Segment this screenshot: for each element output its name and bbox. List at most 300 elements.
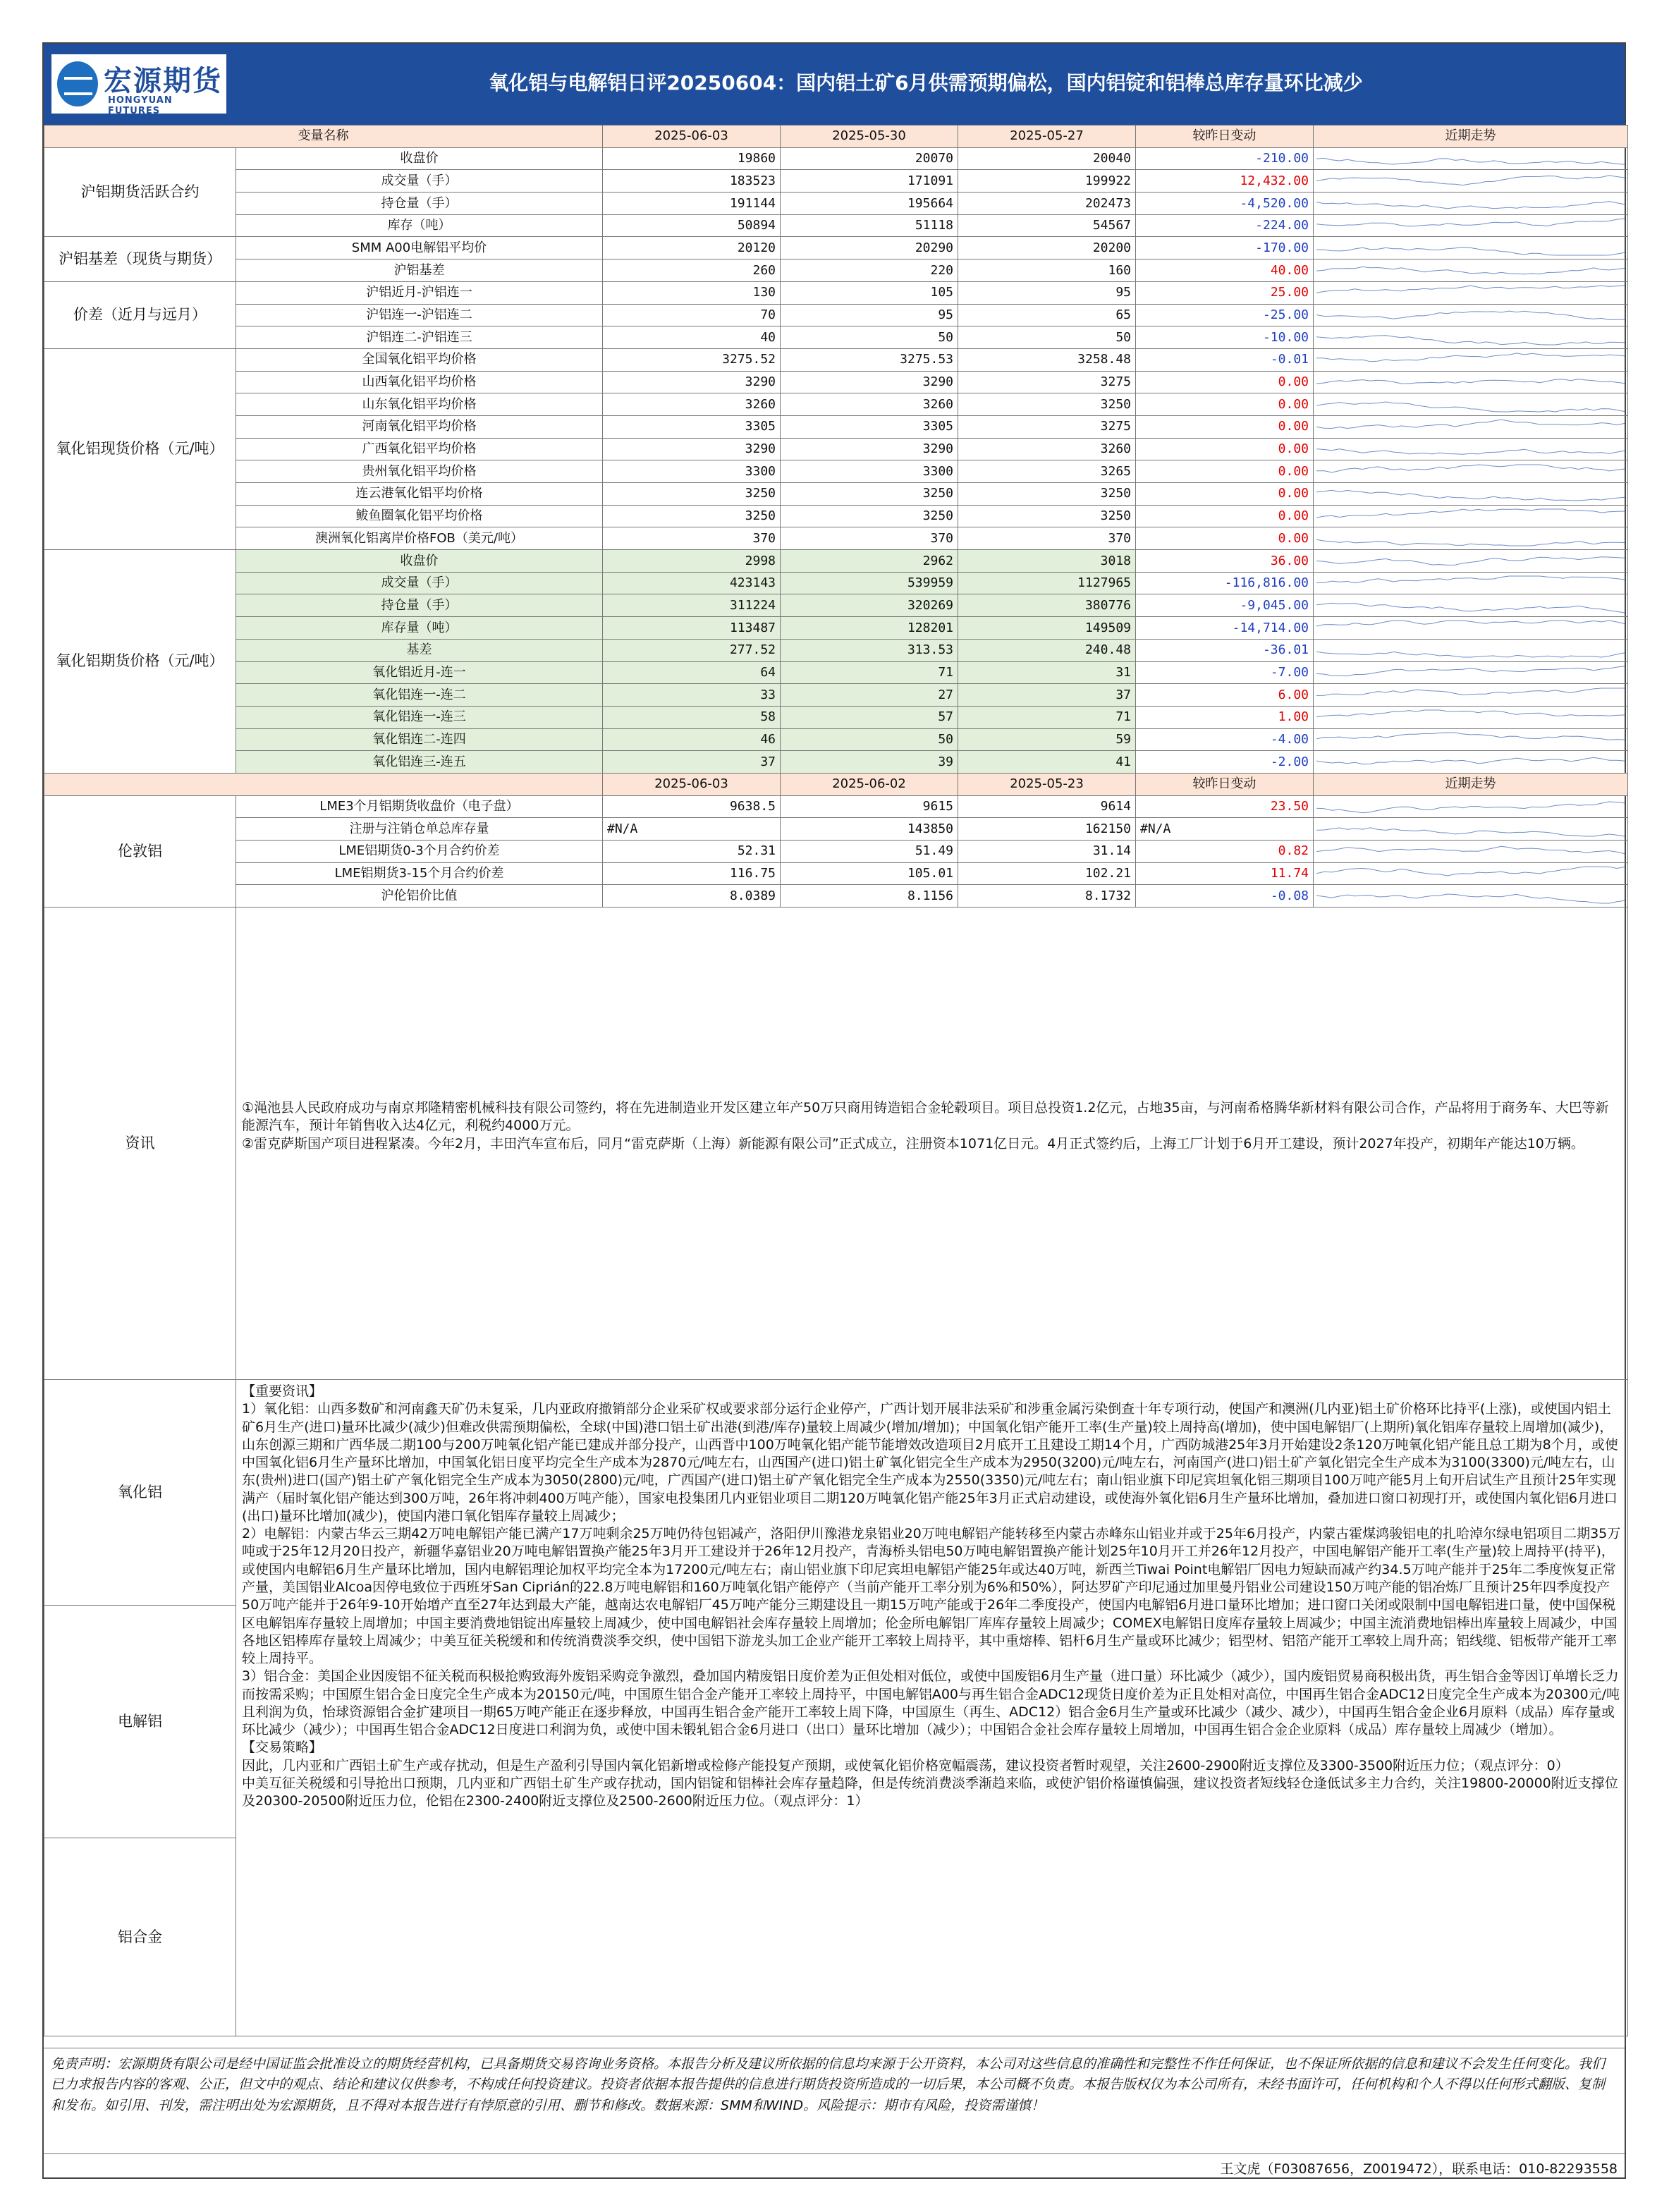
value-cell: 102.21 xyxy=(958,862,1136,885)
trend-sparkline xyxy=(1316,842,1625,860)
trend-sparkline xyxy=(1316,440,1625,458)
trend-cell xyxy=(1314,193,1628,215)
trend-sparkline xyxy=(1316,172,1625,190)
variable-name: 连云港氧化铝平均价格 xyxy=(236,483,603,506)
value-cell: 370 xyxy=(781,527,958,550)
analysis-paragraph: 中美互征关税缓和引导抢出口预期，几内亚和广西铝土矿生产或存扰动，国内铝锭和铝棒社会库存量趋降，但是传统消费淡季渐趋来临，或使沪铝价格谨慎偏强，建议投资者短线轻仓逢低试多主力合约，关注19800-20000附近支撑位及20300-20500附近压力位，伦铝在2300-2400附近支撑位及2500-2600附近压力位。（观点评分：1） xyxy=(242,1775,1618,1809)
trend-cell xyxy=(1314,147,1628,170)
change-cell: 23.50 xyxy=(1136,795,1314,818)
value-cell: 105 xyxy=(781,281,958,304)
trend-cell xyxy=(1314,460,1628,483)
value-cell: 3250 xyxy=(958,393,1136,416)
variable-name: SMM A00电解铝平均价 xyxy=(236,237,603,259)
group-label: 沪铝期货活跃合约 xyxy=(44,147,236,237)
variable-name: 沪铝基差 xyxy=(236,259,603,282)
table-row xyxy=(44,617,1628,640)
trend-cell xyxy=(1314,818,1628,841)
table-row xyxy=(44,460,1628,483)
value-cell: 50 xyxy=(781,326,958,349)
trend-sparkline xyxy=(1316,396,1625,414)
trend-cell xyxy=(1314,661,1628,684)
disclaimer-text: 免责声明：宏源期货有限公司是经中国证监会批准设立的期货经营机构，已具备期货交易咨询业务资格。本报告分析及建议所依据的信息均来源于公开资料，本公司对这些信息的准确性和完整性不作任何保证，也不保证所依据的信息和建议不会发生任何变化。我们已力求报告内容的客观、公正，但文中的观点、结论和建议仅供参考，不构成任何投资建议。投资者依据本报告提供的信息进行期货投资所造成的一切后果，本公司概不负责。本报告版权仅为本公司所有，未经书面许可，任何机构和个人不得以任何形式翻版、复制和发布。如引用、刊发，需注明出处为宏源期货，且不得对本报告进行有悖原意的引用、删节和修改。数据来源：SMM和WIND。风险提示：期市有风险，投资需谨慎！ xyxy=(44,2048,1625,2154)
change-cell: -4.00 xyxy=(1136,728,1314,751)
analysis-row xyxy=(44,1380,1628,2036)
value-cell: 320269 xyxy=(781,594,958,617)
trend-sparkline xyxy=(1316,618,1625,637)
value-cell: 313.53 xyxy=(781,639,958,661)
trend-cell xyxy=(1314,259,1628,282)
value-cell: 33 xyxy=(603,684,781,707)
trend-cell xyxy=(1314,841,1628,863)
variable-name: 持仓量（手） xyxy=(236,594,603,617)
trend-cell xyxy=(1314,706,1628,728)
trend-cell xyxy=(1314,237,1628,259)
group-label: 沪铝基差（现货与期货） xyxy=(44,237,236,281)
table-row xyxy=(44,393,1628,416)
report-title: 氧化铝与电解铝日评20250604：国内铝土矿6月供需预期偏松，国内铝锭和铝棒总库存量环比减少 xyxy=(489,71,1363,94)
analysis-paragraph: 因此，几内亚和广西铝土矿生产或存扰动，但是生产盈利引导国内氧化铝新增或检修产能投复产预期，或使氧化铝价格宽幅震荡，建议投资者暂时观望，关注2600-2900附近支撑位及3300-3500附近压力位；（观点评分：0） xyxy=(242,1757,1569,1773)
variable-name: 澳洲氧化铝离岸价格FOB（美元/吨） xyxy=(236,527,603,550)
table-row xyxy=(44,371,1628,393)
value-cell: 116.75 xyxy=(603,862,781,885)
value-cell: 3265 xyxy=(958,460,1136,483)
table-row xyxy=(44,415,1628,438)
value-cell: 37 xyxy=(603,751,781,774)
value-cell: 3260 xyxy=(603,393,781,416)
change-cell: -10.00 xyxy=(1136,326,1314,349)
value-cell: 3275 xyxy=(958,415,1136,438)
info-label: 资讯 xyxy=(44,908,236,1380)
info-row xyxy=(44,908,1628,1380)
value-cell: 3250 xyxy=(603,505,781,527)
variable-name: 沪伦铝价比值 xyxy=(236,885,603,908)
value-cell: 8.1156 xyxy=(781,885,958,908)
value-cell: 3250 xyxy=(781,505,958,527)
trend-sparkline xyxy=(1316,283,1625,302)
table-row xyxy=(44,639,1628,661)
variable-name: 氧化铝连二-连四 xyxy=(236,728,603,751)
variable-name: 收盘价 xyxy=(236,147,603,170)
value-cell: 95 xyxy=(781,304,958,326)
value-cell: 41 xyxy=(958,751,1136,774)
col-header-blank xyxy=(44,773,603,795)
value-cell: 40 xyxy=(603,326,781,349)
table-row xyxy=(44,438,1628,460)
value-cell: 64 xyxy=(603,661,781,684)
trend-sparkline xyxy=(1316,798,1625,816)
value-cell: 9614 xyxy=(958,795,1136,818)
value-cell: 162150 xyxy=(958,818,1136,841)
value-cell: 51.49 xyxy=(781,841,958,863)
value-cell: 3300 xyxy=(603,460,781,483)
value-cell: 128201 xyxy=(781,617,958,640)
info-content xyxy=(236,908,1628,1380)
table-row xyxy=(44,147,1628,170)
change-cell: -9,045.00 xyxy=(1136,594,1314,617)
change-cell: -14,714.00 xyxy=(1136,617,1314,640)
report-header xyxy=(44,44,1625,125)
value-cell: 3260 xyxy=(781,393,958,416)
col-header: 2025-05-27 xyxy=(958,126,1136,148)
variable-name: 注册与注销仓单总库存量 xyxy=(236,818,603,841)
logo-text-cn: 宏源期货 xyxy=(104,65,222,97)
trend-sparkline xyxy=(1316,484,1625,503)
change-cell: 0.00 xyxy=(1136,371,1314,393)
trend-sparkline xyxy=(1316,686,1625,704)
value-cell: 20040 xyxy=(958,147,1136,170)
value-cell: 539959 xyxy=(781,572,958,594)
logo-text-en: HONGYUAN FUTURES xyxy=(108,95,173,116)
change-cell: 11.74 xyxy=(1136,862,1314,885)
value-cell: 3275.53 xyxy=(781,348,958,371)
variable-name: 成交量（手） xyxy=(236,170,603,193)
value-cell: 39 xyxy=(781,751,958,774)
trend-cell xyxy=(1314,304,1628,326)
trend-sparkline xyxy=(1316,708,1625,726)
change-cell: 0.00 xyxy=(1136,415,1314,438)
change-cell: 0.00 xyxy=(1136,527,1314,550)
value-cell: 54567 xyxy=(958,214,1136,237)
value-cell: 370 xyxy=(958,527,1136,550)
change-cell: 0.00 xyxy=(1136,483,1314,506)
trend-sparkline xyxy=(1316,306,1625,324)
value-cell: 95 xyxy=(958,281,1136,304)
table-row xyxy=(44,505,1628,527)
trend-sparkline xyxy=(1316,820,1625,838)
table-row xyxy=(44,304,1628,326)
value-cell: 20120 xyxy=(603,237,781,259)
variable-name: 收盘价 xyxy=(236,550,603,573)
value-cell: 3258.48 xyxy=(958,348,1136,371)
change-cell: 0.00 xyxy=(1136,393,1314,416)
table-row xyxy=(44,193,1628,215)
value-cell: 380776 xyxy=(958,594,1136,617)
trend-cell xyxy=(1314,326,1628,349)
change-cell: -170.00 xyxy=(1136,237,1314,259)
info-item: ②雷克萨斯国产项目进程紧凑。今年2月，丰田汽车宣布后，同月“雷克萨斯（上海）新能源有限公司”正式成立，注册资本1071亿日元。4月正式签约后，上海工厂计划于6月开工建设，预计2027年投产，初期年产能达10万辆。 xyxy=(242,1135,1584,1151)
change-cell: -7.00 xyxy=(1136,661,1314,684)
trend-cell xyxy=(1314,639,1628,661)
value-cell: 260 xyxy=(603,259,781,282)
table-row xyxy=(44,527,1628,550)
change-cell: -116,816.00 xyxy=(1136,572,1314,594)
lme-header-row xyxy=(44,773,1628,795)
value-cell: 3250 xyxy=(958,505,1136,527)
value-cell: 3290 xyxy=(603,438,781,460)
change-cell: 0.00 xyxy=(1136,438,1314,460)
table-row xyxy=(44,572,1628,594)
trend-cell xyxy=(1314,572,1628,594)
change-cell: 6.00 xyxy=(1136,684,1314,707)
value-cell: 3290 xyxy=(603,371,781,393)
change-cell: 12,432.00 xyxy=(1136,170,1314,193)
value-cell: 105.01 xyxy=(781,862,958,885)
group-label: 氧化铝现货价格（元/吨） xyxy=(44,348,236,549)
trend-sparkline xyxy=(1316,530,1625,548)
variable-name: 广西氧化铝平均价格 xyxy=(236,438,603,460)
trend-sparkline xyxy=(1316,597,1625,615)
table-row xyxy=(44,885,1628,908)
change-cell: 25.00 xyxy=(1136,281,1314,304)
value-cell: 199922 xyxy=(958,170,1136,193)
value-cell: 50894 xyxy=(603,214,781,237)
change-cell: -0.01 xyxy=(1136,348,1314,371)
variable-name: 成交量（手） xyxy=(236,572,603,594)
value-cell: 31.14 xyxy=(958,841,1136,863)
trend-sparkline xyxy=(1316,194,1625,212)
table-row xyxy=(44,259,1628,282)
analysis-section-label: 氧化铝 xyxy=(44,1380,236,1606)
trend-sparkline xyxy=(1316,350,1625,369)
trend-sparkline xyxy=(1316,864,1625,883)
variable-name: 氧化铝连一-连三 xyxy=(236,706,603,728)
trend-sparkline xyxy=(1316,551,1625,570)
value-cell: 58 xyxy=(603,706,781,728)
table-row xyxy=(44,594,1628,617)
trend-cell xyxy=(1314,684,1628,707)
value-cell: 20290 xyxy=(781,237,958,259)
value-cell: 3018 xyxy=(958,550,1136,573)
variable-name: 基差 xyxy=(236,639,603,661)
variable-name: 氧化铝连一-连二 xyxy=(236,684,603,707)
data-grid xyxy=(44,125,1625,2036)
col-header: 2025-06-02 xyxy=(781,773,958,795)
variable-name: 持仓量（手） xyxy=(236,193,603,215)
trend-cell xyxy=(1314,393,1628,416)
table-row xyxy=(44,348,1628,371)
trend-cell xyxy=(1314,371,1628,393)
trend-cell xyxy=(1314,617,1628,640)
variable-name: 贵州氧化铝平均价格 xyxy=(236,460,603,483)
value-cell: 423143 xyxy=(603,572,781,594)
group-label: 氧化铝期货价格（元/吨） xyxy=(44,550,236,774)
value-cell: 65 xyxy=(958,304,1136,326)
value-cell: 71 xyxy=(781,661,958,684)
variable-name: 沪铝连二-沪铝连三 xyxy=(236,326,603,349)
value-cell: 20200 xyxy=(958,237,1136,259)
data-table xyxy=(44,125,1628,2036)
variable-name: 山东氧化铝平均价格 xyxy=(236,393,603,416)
trend-cell xyxy=(1314,438,1628,460)
variable-name: 河南氧化铝平均价格 xyxy=(236,415,603,438)
table-row xyxy=(44,795,1628,818)
value-cell: 8.1732 xyxy=(958,885,1136,908)
analysis-labels xyxy=(44,1380,236,2036)
value-cell: 37 xyxy=(958,684,1136,707)
change-cell: -0.08 xyxy=(1136,885,1314,908)
value-cell: 370 xyxy=(603,527,781,550)
col-header: 较昨日变动 xyxy=(1136,126,1314,148)
main-header-row xyxy=(44,126,1628,148)
trend-sparkline xyxy=(1316,216,1625,235)
table-row xyxy=(44,751,1628,774)
report-footer xyxy=(44,2048,1625,2182)
value-cell: 71 xyxy=(958,706,1136,728)
variable-name: 氧化铝近月-连一 xyxy=(236,661,603,684)
col-header: 2025-05-30 xyxy=(781,126,958,148)
table-row xyxy=(44,214,1628,237)
trend-sparkline xyxy=(1316,574,1625,592)
trend-cell xyxy=(1314,862,1628,885)
value-cell: 3305 xyxy=(781,415,958,438)
table-row xyxy=(44,818,1628,841)
trend-cell xyxy=(1314,795,1628,818)
value-cell: 195664 xyxy=(781,193,958,215)
change-cell: 40.00 xyxy=(1136,259,1314,282)
analysis-paragraph: 3）铝合金：美国企业因废铝不征关税而积极抢购致海外废铝采购竞争激烈，叠加国内精废铝日度价差为正但处相对低位，或使中国废铝6月生产量（进口量）环比减少（减少），国内废铝贸易商积极出货，再生铝合金等因订单增长乏力而按需采购；中国原生铝合金日度完全生产成本为20150元/吨，中国原生铝合金产能开工率较上周持平，中国电解铝A00与再生铝合金ADC12现货日度价差为正且处相对高位，中国再生铝合金ADC12日度完全生产成本为20300元/吨且利润为负，怡球资源铝合金扩建项目一期65万吨产能正在逐步释放，中国再生铝合金产能开工率较上周下降，中国原生（再生、ADC12）铝合金6月生产量或环比减少（减少、减少），中国再生铝合金企业6月原料（成品）库存量或环比减少（减少）；中国再生铝合金ADC12日度进口利润为负，或使中国未锻轧铝合金6月进口（出口）量环比增加（减少）；中国铝合金社会库存量较上周增加，中国再生铝合金企业原料（成品）库存量较上周减少（增加）。 xyxy=(242,1668,1620,1738)
variable-name: 氧化铝连三-连五 xyxy=(236,751,603,774)
value-cell: 52.31 xyxy=(603,841,781,863)
value-cell: 171091 xyxy=(781,170,958,193)
trend-sparkline xyxy=(1316,753,1625,771)
value-cell: 1127965 xyxy=(958,572,1136,594)
table-row xyxy=(44,862,1628,885)
logo-mark-icon xyxy=(57,61,98,106)
change-cell: -210.00 xyxy=(1136,147,1314,170)
analysis-content xyxy=(236,1380,1628,2036)
trend-sparkline xyxy=(1316,149,1625,168)
value-cell: 160 xyxy=(958,259,1136,282)
variable-name: 鲅鱼圈氧化铝平均价格 xyxy=(236,505,603,527)
value-cell: 3305 xyxy=(603,415,781,438)
variable-name: 库存（吨） xyxy=(236,214,603,237)
trend-cell xyxy=(1314,281,1628,304)
col-header-name: 变量名称 xyxy=(44,126,603,148)
value-cell: 3250 xyxy=(781,483,958,506)
change-cell: -4,520.00 xyxy=(1136,193,1314,215)
change-cell: #N/A xyxy=(1136,818,1314,841)
trend-sparkline xyxy=(1316,239,1625,257)
change-cell: -224.00 xyxy=(1136,214,1314,237)
value-cell: 31 xyxy=(958,661,1136,684)
table-row xyxy=(44,661,1628,684)
table-row xyxy=(44,684,1628,707)
variable-name: 沪铝连一-沪铝连二 xyxy=(236,304,603,326)
variable-name: 沪铝近月-沪铝连一 xyxy=(236,281,603,304)
col-header: 较昨日变动 xyxy=(1136,773,1314,795)
value-cell: 3300 xyxy=(781,460,958,483)
value-cell: 50 xyxy=(958,326,1136,349)
table-row xyxy=(44,326,1628,349)
value-cell: 3250 xyxy=(603,483,781,506)
value-cell: 50 xyxy=(781,728,958,751)
trend-sparkline xyxy=(1316,463,1625,481)
trend-cell xyxy=(1314,483,1628,506)
group-label: 伦敦铝 xyxy=(44,795,236,907)
value-cell: 9615 xyxy=(781,795,958,818)
value-cell: 3260 xyxy=(958,438,1136,460)
value-cell: 277.52 xyxy=(603,639,781,661)
variable-name: LME铝期货3-15个月合约价差 xyxy=(236,862,603,885)
variable-name: 库存量（吨） xyxy=(236,617,603,640)
col-header: 2025-06-03 xyxy=(603,773,781,795)
value-cell: 3290 xyxy=(781,438,958,460)
company-logo xyxy=(51,54,227,114)
trend-sparkline xyxy=(1316,664,1625,682)
value-cell: 20070 xyxy=(781,147,958,170)
trend-sparkline xyxy=(1316,887,1625,905)
value-cell: 51118 xyxy=(781,214,958,237)
value-cell: 3250 xyxy=(958,483,1136,506)
change-cell: 0.00 xyxy=(1136,505,1314,527)
trend-cell xyxy=(1314,415,1628,438)
trend-sparkline xyxy=(1316,731,1625,749)
change-cell: 1.00 xyxy=(1136,706,1314,728)
trend-sparkline xyxy=(1316,261,1625,279)
trend-cell xyxy=(1314,527,1628,550)
analysis-section-label: 电解铝 xyxy=(44,1606,236,1838)
variable-name: LME铝期货0-3个月合约价差 xyxy=(236,841,603,863)
value-cell: 202473 xyxy=(958,193,1136,215)
value-cell: 70 xyxy=(603,304,781,326)
change-cell: 0.82 xyxy=(1136,841,1314,863)
trend-sparkline xyxy=(1316,507,1625,525)
value-cell: 183523 xyxy=(603,170,781,193)
trend-cell xyxy=(1314,751,1628,774)
analysis-paragraph: 1）氧化铝：山西多数矿和河南鑫天矿仍未复采，几内亚政府撤销部分企业采矿权或要求部分运行企业停产，广西计划开展非法采矿和涉重金属污染倒查十年专项行动，使国产和澳洲(几内亚)铝土矿价格环比持平(上涨)，或使国内铝土矿6月生产(进口)量环比减少(减少)但难改供需预期偏松，全球(中国)港口铝土矿出港(到港/库存)量较上周减少(增加/增加)；中国氧化铝产能开工率(生产量)较上周持高(增加)，使中国电解铝厂(上期所)氧化铝库存量较上周增加(减少)，山东创源三期和广西华晟二期100与200万吨氧化铝产能已建成并部分投产，山西晋中100万吨氧化铝产能节能增效改造项目2月底开工且建设工期14个月，广西防城港25年3月开始建设2条120万吨氧化铝产能且总工期为8个月，或使中国氧化铝6月生产量环比增加，中国氧化铝日度平均完全生产成本为2870元/吨左右，山西国产(进口)铝土矿氧化铝完全生产成本为2950(3200)元/吨左右，河南国产(进口)铝土矿产氧化铝完全生产成本为3100(3300)元/吨左右，山东(贵州)进口(国产)铝土矿产氧化铝完全生产成本为3050(2800)元/吨，广西国产(进口)铝土矿产氧化铝完全生产成本为2550(3350)元/吨左右；南山铝业旗下印尼宾坦氧化铝三期项目100万吨产能5月上旬开启试生产且预计25年实现满产（届时氧化铝产能达到300万吨，26年将冲刺400万吨产能），国家电投集团几内亚铝业项目二期120万吨氧化铝产能25年3月正式启动建设，或使海外氧化铝6月生产量环比增加，叠加进口窗口初现打开，或使国内氧化铝6月进口(出口)量环比增加(减少)，使国内港口氧化铝库存量较上周减少； xyxy=(242,1401,1618,1524)
value-cell: 9638.5 xyxy=(603,795,781,818)
trend-sparkline xyxy=(1316,641,1625,659)
analysis-paragraph: 【重要资讯】 xyxy=(242,1383,323,1400)
table-row xyxy=(44,728,1628,751)
trend-cell xyxy=(1314,214,1628,237)
table-row xyxy=(44,706,1628,728)
trend-cell xyxy=(1314,550,1628,573)
value-cell: 113487 xyxy=(603,617,781,640)
trend-cell xyxy=(1314,505,1628,527)
change-cell: -36.01 xyxy=(1136,639,1314,661)
value-cell: 3290 xyxy=(781,371,958,393)
change-cell: 0.00 xyxy=(1136,460,1314,483)
analysis-section-label: 铝合金 xyxy=(118,1928,162,1945)
value-cell: 130 xyxy=(603,281,781,304)
table-row xyxy=(44,237,1628,259)
col-header: 2025-05-23 xyxy=(958,773,1136,795)
value-cell: 2998 xyxy=(603,550,781,573)
trend-cell xyxy=(1314,885,1628,908)
value-cell: 59 xyxy=(958,728,1136,751)
value-cell: 3275.52 xyxy=(603,348,781,371)
trend-sparkline xyxy=(1316,373,1625,391)
value-cell: 3275 xyxy=(958,371,1136,393)
value-cell: 191144 xyxy=(603,193,781,215)
value-cell: 143850 xyxy=(781,818,958,841)
analysis-paragraph: 【交易策略】 xyxy=(242,1740,323,1756)
col-header: 近期走势 xyxy=(1314,126,1628,148)
trend-sparkline xyxy=(1316,329,1625,347)
value-cell: 220 xyxy=(781,259,958,282)
report-sheet xyxy=(42,42,1626,2179)
value-cell: 46 xyxy=(603,728,781,751)
analysis-paragraph: 2）电解铝：内蒙古华云三期42万吨电解铝产能已满产17万吨剩余25万吨仍待包铝减产，洛阳伊川豫港龙泉铝业20万吨电解铝产能转移至内蒙古赤峰东山铝业并或于25年6月投产，内蒙古霍煤鸿骏铝电的扎哈淖尔绿电铝项目二期35万吨或于25年12月20日投产，新疆华嘉铝业20万吨电解铝置换产能25年3月开工建设并于26年12月投产，青海桥头铝电50万吨电解铝置换产能计划25年10月开工并26年12月投产，中国电解铝产能开工率(生产量)较上周持平(持平)，或使国内电解铝6月生产量环比增加，国内电解铝理论加权平均完全本为17200元/吨左右；南山铝业旗下印尼宾坦电解铝产能25年或达40万吨，新西兰Tiwai Point电解铝厂因电力短缺而减产约34.5万吨产能并于25年二季度恢复正常产量，美国铝业Alcoa因停电致位于西班牙San Ciprián的22.8万吨电解铝和160万吨氧化铝产能停产（当前产能开工率分别为6%和50%），阿达罗矿产印尼通过加里曼丹铝业公司建设150万吨产能的铝冶炼厂且预计25年四季度投产50万吨产能并于26年9-10开始增产直至27年达到最大产能，越南达农电解铝厂45万吨产能分三期建设且一期15万吨产能或于26年二季度投产，使国内电解铝6月进口量环比增加；进口窗口关闭或限制中国电解铝进口量，使中国保税区电解铝库存量较上周增加；中国主要消费地铝锭出库量较上周减少，使中国电解铝社会库存量较上周增加；伦金所电解铝厂库库存量较上周减少；COMEX电解铝日度库存量较上周减少；中国主流消费地铝棒出库量较上周减少，中国各地区铝棒库存量较上周减少；中美互征关税缓和和传统消费淡季交织，使中国铝下游龙头加工企业产能开工率较上周持平，其中重熔棒、铝杆6月生产量或环比减少；铝型材、铝箔产能开工率较上周升高；铝线缆、铝板带产能开工率较上周持平。 xyxy=(242,1526,1621,1667)
table-row xyxy=(44,281,1628,304)
variable-name: 全国氧化铝平均价格 xyxy=(236,348,603,371)
col-header: 2025-06-03 xyxy=(603,126,781,148)
value-cell: 240.48 xyxy=(958,639,1136,661)
info-item: ①渑池县人民政府成功与南京邦隆精密机械科技有限公司签约，将在先进制造业开发区建立年产50万只商用铸造铝合金轮毂项目。项目总投资1.2亿元，占地35亩，与河南希格腾华新材料有限公司合作，产品将用于商务车、大巴等新能源汽车，预计年销售收入达4亿元，利税约4000万元。 xyxy=(242,1100,1609,1134)
table-row xyxy=(44,483,1628,506)
variable-name: 山西氧化铝平均价格 xyxy=(236,371,603,393)
change-cell: 36.00 xyxy=(1136,550,1314,573)
table-row xyxy=(44,841,1628,863)
table-row xyxy=(44,170,1628,193)
trend-sparkline xyxy=(1316,417,1625,436)
value-cell: 8.0389 xyxy=(603,885,781,908)
variable-name: LME3个月铝期货收盘价（电子盘） xyxy=(236,795,603,818)
trend-cell xyxy=(1314,594,1628,617)
trend-cell xyxy=(1314,170,1628,193)
change-cell: -2.00 xyxy=(1136,751,1314,774)
